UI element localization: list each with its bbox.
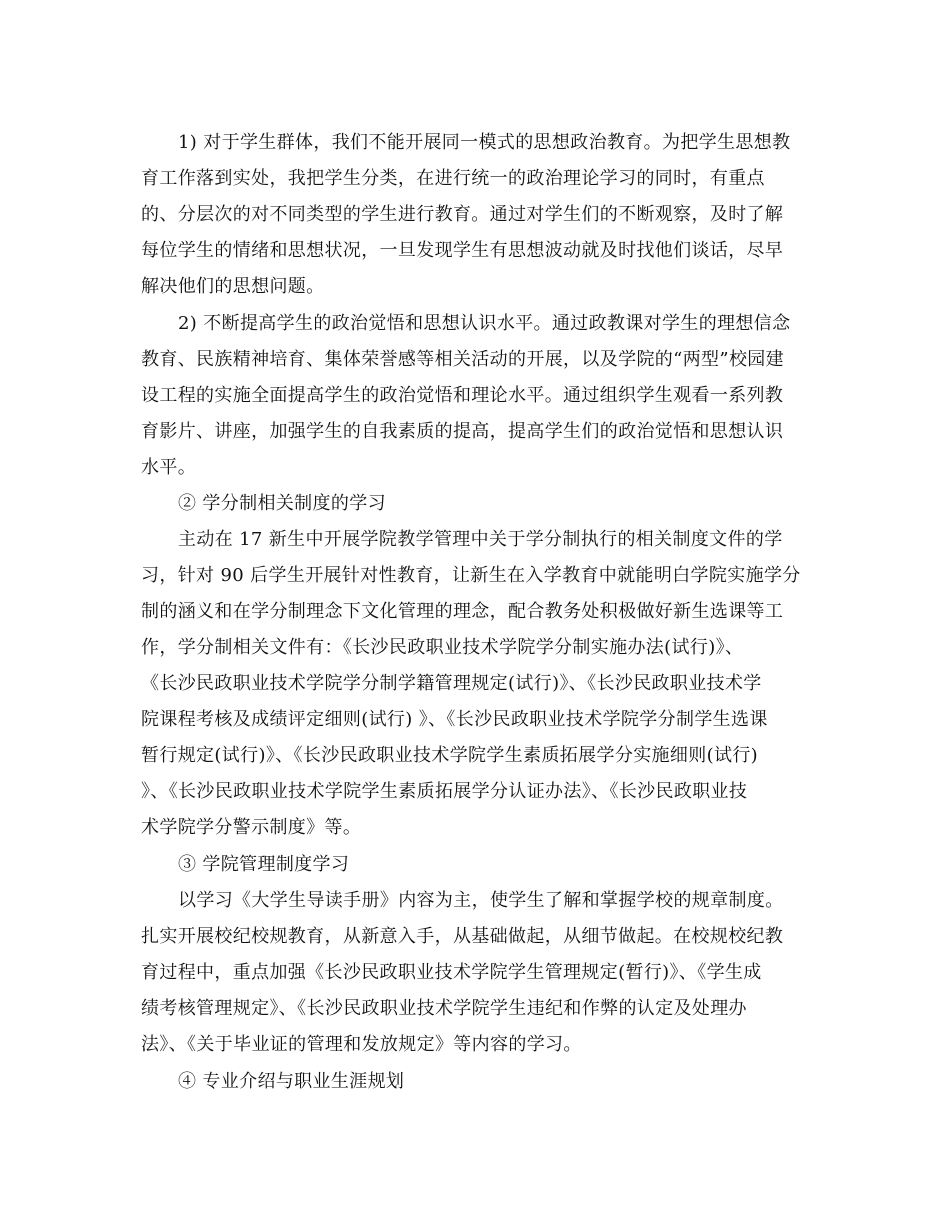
text-line: 作，学分制相关文件有：《长沙民政职业技术学院学分制实施办法(试行)》、 — [141, 637, 744, 658]
text-line: 术学院学分警示制度》等。 — [141, 817, 362, 838]
text-line: 院课程考核及成绩评定细则(试行) 》、《长沙民政职业技术学院学分制学生选课 — [141, 709, 768, 730]
text-line: 习，针对 90 后学生开展针对性教育，让新生在入学教育中就能明白学院实施学分 — [141, 565, 801, 586]
text-line: 1) 对于学生群体，我们不能开展同一模式的思想政治教育。为把学生思想教 — [178, 132, 791, 153]
text-line: 教育、民族精神培育、集体荣誉感等相关活动的开展，以及学院的“两型”校园建 — [141, 349, 785, 370]
text-line: 水平。 — [141, 457, 197, 478]
text-line: 育工作落到实处，我把学生分类，在进行统一的政治理论学习的同时，有重点 — [141, 168, 765, 189]
text-line: 《长沙民政职业技术学院学分制学籍管理规定(试行)》、《长沙民政职业技术学 — [141, 673, 762, 694]
text-line: 暂行规定(试行)》、《长沙民政职业技术学院学生素质拓展学分实施细则(试行) — [141, 745, 759, 766]
text-line: 主动在 17 新生中开展学院教学管理中关于学分制执行的相关制度文件的学 — [178, 529, 783, 550]
text-line: 育影片、讲座，加强学生的自我素质的提高，提高学生们的政治觉悟和思想认识 — [141, 421, 784, 442]
text-line: 每位学生的情绪和思想状况，一旦发现学生有思想波动就及时找他们谈话，尽早 — [141, 240, 784, 261]
text-line: 以学习《大学生导读手册》内容为主，使学生了解和掌握学校的规章制度。 — [178, 890, 784, 911]
text-line: 的、分层次的对不同类型的学生进行教育。通过对学生们的不断观察，及时了解 — [141, 204, 784, 225]
text-line: 扎实开展校纪校规教育，从新意入手，从基础做起，从细节做起。在校规校纪教 — [141, 926, 784, 947]
text-line: 2) 不断提高学生的政治觉悟和思想认识水平。通过政教课对学生的理想信念 — [178, 313, 791, 334]
text-line: 育过程中，重点加强《长沙民政职业技术学院学生管理规定(暂行)》、《学生成 — [141, 962, 762, 983]
section-heading: ④ 专业介绍与职业生涯规划 — [178, 1071, 405, 1092]
text-line: 设工程的实施全面提高学生的政治觉悟和理论水平。通过组织学生观看一系列教 — [141, 385, 784, 406]
text-line: 法》、《关于毕业证的管理和发放规定》等内容的学习。 — [141, 1034, 582, 1055]
section-heading: ② 学分制相关制度的学习 — [178, 493, 386, 514]
text-line: 》、《长沙民政职业技术学院学生素质拓展学分认证办法》、《长沙民政职业技 — [141, 781, 748, 802]
text-line: 解决他们的思想问题。 — [141, 276, 325, 297]
text-line: 绩考核管理规定》、《长沙民政职业技术学院学生违纪和作弊的认定及处理办 — [141, 998, 747, 1019]
text-line: 制的涵义和在学分制理念下文化管理的理念，配合教务处积极做好新生选课等工 — [141, 601, 784, 622]
section-heading: ③ 学院管理制度学习 — [178, 854, 350, 875]
